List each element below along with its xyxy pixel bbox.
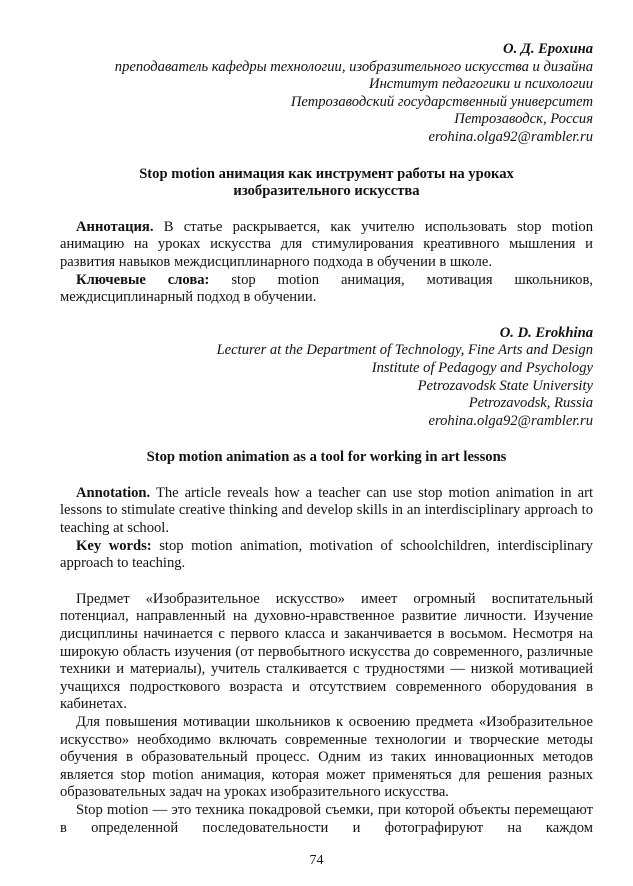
ru-author-city: Петрозаводск, Россия [454, 111, 593, 128]
ru-keywords-text: stop motion анимация, мотивация школьников, междисциплинарный подход в обучении. [60, 271, 593, 306]
spacer [60, 467, 593, 485]
ru-author-position: преподаватель кафедры технологии, изобразительного искусства и дизайна [114, 58, 593, 75]
en-author-block [60, 325, 593, 431]
ru-abstract [60, 219, 593, 272]
ru-keywords [60, 272, 593, 307]
ru-author-institute: Институт педагогики и психологии [369, 76, 593, 93]
en-keywords-label: Key words: [76, 537, 152, 554]
en-abstract [60, 485, 593, 538]
en-abstract-text: The article reveals how a teacher can use stop motion animation in art lessons to stimulate creative thinking and develop skills in an interdisciplinary approach to teaching at school. [60, 484, 593, 537]
ru-author-name: О. Д. Ерохина [503, 41, 593, 57]
document-page [60, 41, 593, 837]
ru-keywords-label: Ключевые слова: [76, 271, 210, 288]
en-author-email: erohina.olga92@rambler.ru [428, 412, 593, 429]
en-abstract-label: Annotation. [76, 484, 151, 501]
spacer [60, 307, 593, 325]
en-author-city: Petrozavodsk, Russia [468, 395, 593, 412]
ru-author-email: erohina.olga92@rambler.ru [428, 128, 593, 145]
en-article-title: Stop motion animation as a tool for working in art lessons [146, 449, 507, 466]
ru-article-title [60, 166, 593, 201]
en-author-university: Petrozavodsk State University [417, 377, 593, 394]
body-paragraph-3: Stop motion — это техника покадровой съемки, при которой объекты перемещают в определенной последовательности и фотографируют на каждом [60, 801, 593, 836]
body-paragraph-2: Для повышения мотивации школьников к освоению предмета «Изобразительное искусство» необходимо включать современные технологии и творческие методы обучения в образовательный процесс. Одним из таких инновационных методов является stop motion анимация, которая может применяться для решения разных образовательных задач на уроках изобразительного искусства. [60, 714, 593, 801]
page-number: 74 [309, 853, 324, 868]
en-keywords [60, 538, 593, 573]
en-author-position: Lecturer at the Department of Technology, Fine Arts and Design [216, 342, 593, 359]
ru-abstract-text: В статье раскрывается, как учителю использовать stop motion анимацию на уроках искусства для стимулирования креативного мышления и развития навыков междисциплинарного подхода в обучении в школе. [60, 218, 593, 270]
body-paragraph-1: Предмет «Изобразительное искусство» имеет огромный воспитательный потенциал, направленный на духовно-нравственное развитие личности. Изучение дисциплины начинается с первого класса и заканчивается в восьмом. Несмотря на широкую область изучения (от первобытного искусства до современного, различные техники и материалы), учитель сталкивается с трудностями — низкой мотивацией учащихся подросткового возраста и отсутствием современного оборудования в кабинетах. [60, 590, 593, 713]
ru-author-block [60, 41, 593, 147]
ru-title-line-2: изобразительного искусства [233, 183, 420, 200]
spacer [60, 573, 593, 591]
ru-abstract-label: Аннотация. [76, 218, 154, 235]
ru-author-university: Петрозаводский государственный университет [290, 93, 593, 110]
en-author-name: O. D. Erokhina [499, 324, 593, 341]
ru-title-line-1: Stop motion анимация как инструмент работы на уроках [139, 165, 514, 182]
spacer [60, 201, 593, 219]
en-author-institute: Institute of Pedagogy and Psychology [371, 359, 593, 376]
en-keywords-text: stop motion animation, motivation of schoolchildren, interdisciplinary approach to teaching. [60, 537, 593, 572]
